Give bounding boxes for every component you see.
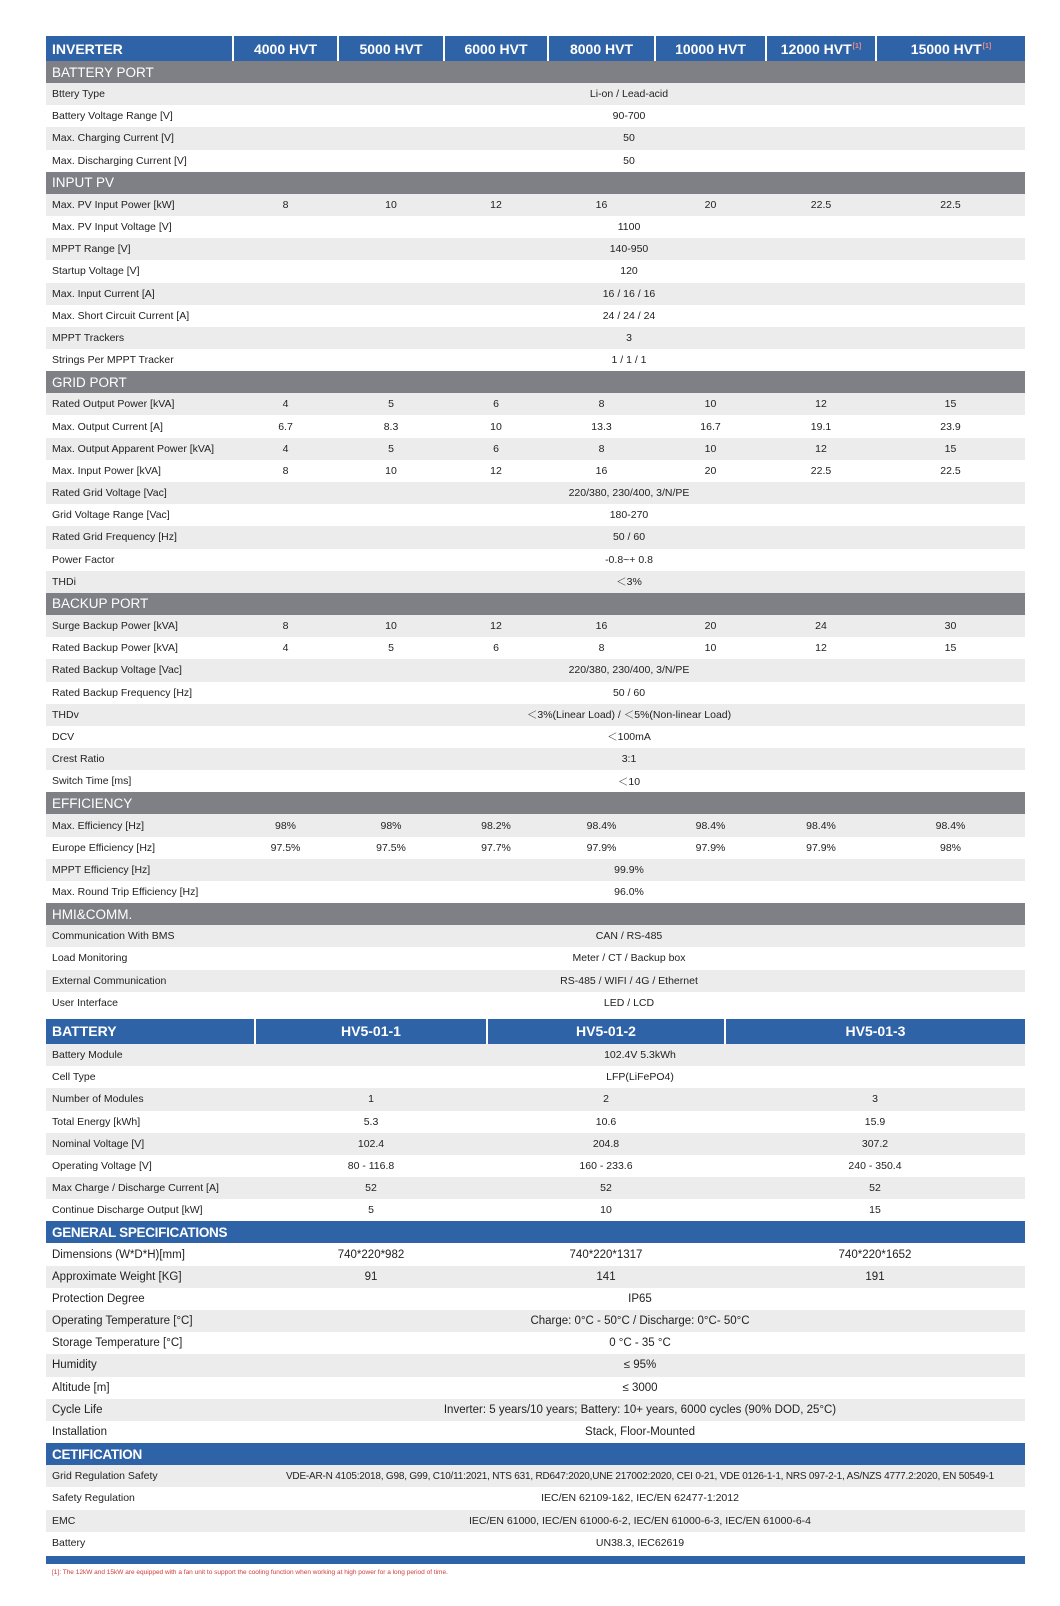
- spec-row: [46, 1310, 1025, 1332]
- model-column-header: [766, 36, 876, 61]
- spec-value-span: ＜3%: [233, 571, 1025, 593]
- model-name: 12000 HVT: [780, 40, 852, 57]
- spec-value-span: ＜100mA: [607, 731, 651, 744]
- spec-value: 8: [282, 464, 289, 477]
- spec-label: Cell Type: [52, 1071, 96, 1084]
- spec-value-span: 50: [623, 154, 635, 167]
- spec-row: [46, 526, 1025, 548]
- spec-value: 12: [490, 464, 502, 477]
- spec-value: 23.9: [940, 420, 961, 433]
- spec-value-span: 16 / 16 / 16: [233, 283, 1025, 305]
- footnote-mark: [1]: [852, 42, 862, 50]
- spec-row: [46, 238, 1025, 260]
- model-column-header: [444, 36, 548, 61]
- spec-value: 12: [766, 393, 876, 415]
- spec-value: 13.3: [591, 420, 612, 433]
- spec-row: [46, 327, 1025, 349]
- spec-value: 20: [655, 615, 766, 637]
- spec-label: Max. PV Input Voltage [V]: [52, 221, 172, 234]
- spec-value: 15.9: [864, 1115, 886, 1128]
- spec-label: Max. Output Apparent Power [kVA]: [46, 438, 233, 460]
- section-header: [46, 792, 1025, 814]
- spec-label: Protection Degree: [52, 1292, 145, 1305]
- spec-label: Rated Backup Frequency [Hz]: [52, 686, 193, 699]
- spec-value-span: LFP(LiFePO4): [606, 1071, 674, 1084]
- spec-label: Approximate Weight [KG]: [46, 1266, 255, 1288]
- spec-label: Grid Regulation Safety: [46, 1465, 255, 1487]
- battery-header-row: [46, 1019, 1025, 1044]
- spec-row: [46, 1111, 1025, 1133]
- spec-value: 98.4%: [548, 814, 655, 836]
- spec-value: 22.5: [940, 464, 961, 477]
- spec-label: Rated Grid Frequency [Hz]: [46, 526, 233, 548]
- spec-label: Max. Charging Current [V]: [46, 127, 233, 149]
- spec-value: 6.7: [278, 420, 293, 433]
- spec-value: 740*220*1317: [569, 1248, 643, 1261]
- spec-row: [46, 393, 1025, 415]
- spec-value: 191: [725, 1266, 1025, 1288]
- spec-value: 160 - 233.6: [579, 1159, 633, 1172]
- spec-label: Startup Voltage [V]: [52, 265, 140, 278]
- spec-label: Number of Modules: [46, 1088, 255, 1110]
- spec-value: 97.7%: [481, 841, 511, 854]
- spec-value: 22.5: [766, 194, 876, 216]
- spec-row: [46, 859, 1025, 881]
- spec-label: Max. Round Trip Efficiency [Hz]: [52, 886, 199, 899]
- spec-label: Max. PV Input Power [kW]: [46, 194, 233, 216]
- spec-value: 52: [725, 1177, 1025, 1199]
- spec-row: [46, 947, 1025, 969]
- spec-value: 740*220*1652: [838, 1248, 912, 1261]
- spec-value: 98.4%: [876, 814, 1025, 836]
- spec-label: Operating Temperature [°C]: [46, 1310, 255, 1332]
- spec-row: [46, 1243, 1025, 1265]
- spec-value: 5.3: [363, 1115, 379, 1128]
- spec-label: Bttery Type: [46, 83, 233, 105]
- spec-value-span: 0 °C - 35 °C: [609, 1337, 671, 1350]
- spec-row: [46, 127, 1025, 149]
- spec-label: External Communication: [46, 970, 233, 992]
- spec-label: MPPT Range [V]: [46, 238, 233, 260]
- spec-value-span: Meter / CT / Backup box: [572, 952, 686, 965]
- spec-label: Max. Efficiency [Hz]: [46, 814, 233, 836]
- section-title: EFFICIENCY: [46, 792, 1025, 814]
- spec-value: 98%: [233, 814, 338, 836]
- model-column-header: [338, 36, 444, 61]
- spec-row: [46, 349, 1025, 371]
- spec-value: 80 - 116.8: [347, 1159, 395, 1172]
- spec-value: 16: [548, 194, 655, 216]
- section-header: [46, 61, 1025, 83]
- spec-value: 20: [655, 194, 766, 216]
- spec-row: [46, 1421, 1025, 1443]
- spec-label: Total Energy [kWh]: [52, 1115, 141, 1128]
- spec-value: 16.7: [700, 420, 721, 433]
- spec-row: [46, 1377, 1025, 1399]
- spec-label: Rated Backup Voltage [Vac]: [46, 659, 233, 681]
- spec-value-span: ＜10: [617, 775, 641, 788]
- spec-label: Power Factor: [52, 553, 115, 566]
- spec-row: [46, 992, 1025, 1014]
- spec-value: 98.4%: [766, 814, 876, 836]
- spec-value: 8: [233, 194, 338, 216]
- spec-row: [46, 460, 1025, 482]
- section-title: INPUT PV: [46, 172, 1025, 194]
- spec-row: [46, 482, 1025, 504]
- spec-label: Continue Discharge Output [kW]: [52, 1204, 203, 1217]
- spec-value-span: CAN / RS-485: [233, 925, 1025, 947]
- spec-row: [46, 704, 1025, 726]
- spec-row: [46, 83, 1025, 105]
- spec-value: 30: [876, 615, 1025, 637]
- spec-value: 12: [444, 194, 548, 216]
- spec-value: 10: [600, 1204, 612, 1217]
- spec-row: [46, 216, 1025, 238]
- spec-value: 52: [255, 1177, 487, 1199]
- section-title: GRID PORT: [46, 371, 1025, 393]
- model-column-header: [548, 36, 655, 61]
- spec-value-span: ＜3%(Linear Load) / ＜5%(Non-linear Load): [233, 704, 1025, 726]
- spec-value: 10: [338, 615, 444, 637]
- spec-value: 10: [655, 393, 766, 415]
- spec-row: [46, 1044, 1025, 1066]
- spec-value: 97.9%: [806, 841, 836, 854]
- spec-label: User Interface: [52, 996, 118, 1009]
- spec-value: 4: [282, 642, 289, 655]
- spec-value: 97.5%: [270, 841, 301, 854]
- section-header: [46, 371, 1025, 393]
- model-name: 6000 HVT: [464, 40, 528, 57]
- spec-label: Battery: [52, 1536, 86, 1549]
- spec-label: Max Charge / Discharge Current [A]: [46, 1177, 255, 1199]
- spec-value: 15: [876, 438, 1025, 460]
- spec-value: 91: [255, 1266, 487, 1288]
- spec-row: [46, 150, 1025, 172]
- spec-row: [46, 1399, 1025, 1421]
- spec-value: 1: [255, 1088, 487, 1110]
- spec-label: Rated Grid Voltage [Vac]: [46, 482, 233, 504]
- spec-row: [46, 1354, 1025, 1376]
- spec-label: Altitude [m]: [52, 1381, 110, 1394]
- spec-row: [46, 283, 1025, 305]
- spec-value-span: IP65: [628, 1292, 652, 1305]
- spec-value: 15: [944, 642, 957, 655]
- section-header: [46, 1443, 1025, 1465]
- spec-value: 10: [338, 194, 444, 216]
- spec-label: Operating Voltage [V]: [52, 1159, 152, 1172]
- spec-row: [46, 1487, 1025, 1509]
- spec-row: [46, 814, 1025, 836]
- spec-value: 204.8: [487, 1133, 725, 1155]
- spec-row: [46, 837, 1025, 859]
- spec-row: [46, 1199, 1025, 1221]
- spec-label: THDv: [46, 704, 233, 726]
- spec-value: 6: [444, 438, 548, 460]
- spec-label: Switch Time [ms]: [52, 775, 132, 788]
- inverter-spec-table: [46, 36, 1025, 1014]
- spec-value: 6: [444, 393, 548, 415]
- spec-row: [46, 1177, 1025, 1199]
- spec-label: Crest Ratio: [46, 748, 233, 770]
- spec-row: [46, 881, 1025, 903]
- spec-value-span: 50 / 60: [233, 526, 1025, 548]
- spec-value: 12: [444, 615, 548, 637]
- model-name: 4000 HVT: [253, 40, 318, 57]
- section-header: [46, 172, 1025, 194]
- spec-label: Dimensions (W*D*H)[mm]: [52, 1248, 185, 1261]
- spec-row: [46, 1155, 1025, 1177]
- model-column-header: [655, 36, 766, 61]
- spec-row: [46, 105, 1025, 127]
- spec-row: [46, 637, 1025, 659]
- section-header: [46, 1221, 1025, 1243]
- spec-value: 10.6: [595, 1115, 617, 1128]
- spec-value-span: 99.9%: [233, 859, 1025, 881]
- section-title: CETIFICATION: [46, 1443, 1025, 1465]
- spec-value-span: 1100: [617, 221, 641, 234]
- spec-value: 8: [548, 438, 655, 460]
- spec-value: 240 - 350.4: [848, 1159, 902, 1172]
- spec-value-span: 1 / 1 / 1: [611, 354, 647, 367]
- spec-row: [46, 770, 1025, 792]
- spec-label: Communication With BMS: [46, 925, 233, 947]
- spec-value-span: RS-485 / WIFI / 4G / Ethernet: [233, 970, 1025, 992]
- spec-value: 97.9%: [695, 841, 726, 854]
- spec-value: 10: [655, 438, 766, 460]
- spec-value: 98.2%: [444, 814, 548, 836]
- spec-value: 16: [548, 615, 655, 637]
- spec-value-span: UN38.3, IEC62619: [595, 1536, 685, 1549]
- spec-label: DCV: [52, 730, 75, 743]
- spec-label: Battery Module: [46, 1044, 255, 1066]
- spec-value-span: VDE-AR-N 4105:2018, G98, G99, C10/11:2021, NTS 631, RD647:2020,UNE 217002:2020, CEI 0-21, VDE 0126-1-1, NRS 097-2-1, AS/NZS 4777.2:2020, EN 50549-1: [255, 1465, 1025, 1487]
- section-header: [46, 903, 1025, 925]
- spec-sheet: [46, 36, 1025, 1576]
- spec-value: 5: [388, 642, 394, 655]
- spec-value: 22.5: [810, 464, 832, 477]
- spec-value-span: 140-950: [233, 238, 1025, 260]
- spec-value: 4: [233, 393, 338, 415]
- spec-value: 12: [815, 642, 827, 655]
- spec-row: [46, 726, 1025, 748]
- spec-value: 8: [548, 393, 655, 415]
- spec-label: MPPT Efficiency [Hz]: [46, 859, 233, 881]
- spec-label: Surge Backup Power [kVA]: [46, 615, 233, 637]
- spec-row: [46, 1088, 1025, 1110]
- spec-value: 16: [595, 464, 608, 477]
- spec-label: Storage Temperature [°C]: [52, 1337, 183, 1350]
- inverter-title: [46, 36, 233, 61]
- section-title: HMI&COMM.: [46, 903, 1025, 925]
- spec-value-span: -0.8~+ 0.8: [605, 553, 653, 566]
- spec-value-span: 3: [233, 327, 1025, 349]
- spec-label: Battery Voltage Range [V]: [52, 110, 173, 123]
- spec-value: 52: [487, 1177, 725, 1199]
- spec-value-span: 50 / 60: [612, 686, 646, 699]
- spec-label: Europe Efficiency [Hz]: [52, 841, 156, 854]
- spec-label: Max. Output Current [A]: [52, 420, 163, 433]
- spec-value-span: 220/380, 230/400, 3/N/PE: [233, 659, 1025, 681]
- spec-value: 97.9%: [586, 841, 617, 854]
- spec-row: [46, 504, 1025, 526]
- spec-row: [46, 925, 1025, 947]
- spec-value: 10: [704, 642, 717, 655]
- spec-label: Rated Backup Power [kVA]: [52, 642, 178, 655]
- spec-label: Load Monitoring: [52, 952, 128, 965]
- spec-row: [46, 549, 1025, 571]
- spec-value-span: 96.0%: [614, 886, 644, 899]
- spec-label: Max. Input Power [kVA]: [52, 464, 161, 477]
- spec-value: 24: [766, 615, 876, 637]
- spec-value: 10: [490, 420, 502, 433]
- spec-value: 98.4%: [655, 814, 766, 836]
- spec-value: 8: [233, 615, 338, 637]
- spec-row: [46, 1133, 1025, 1155]
- footnote-mark: [1]: [982, 42, 992, 50]
- section-title: BATTERY PORT: [46, 61, 1025, 83]
- spec-value: 740*220*982: [337, 1248, 405, 1261]
- spec-value-span: 120: [620, 265, 638, 278]
- spec-row: [46, 305, 1025, 327]
- model-column-header: [876, 36, 1025, 61]
- spec-value: 3: [725, 1088, 1025, 1110]
- spec-value-span: LED / LCD: [603, 996, 655, 1009]
- spec-row: [46, 194, 1025, 216]
- spec-label: MPPT Trackers: [46, 327, 233, 349]
- spec-row: [46, 260, 1025, 282]
- model-name: 5000 HVT: [359, 40, 423, 57]
- spec-label: Safety Regulation: [52, 1492, 135, 1505]
- model-column-header: [233, 36, 338, 61]
- spec-value-span: Inverter: 5 years/10 years; Battery: 10+ years, 6000 cycles (90% DOD, 25°C): [255, 1399, 1025, 1421]
- spec-value: 2: [487, 1088, 725, 1110]
- spec-value-span: Charge: 0°C - 50°C / Discharge: 0°C- 50°C: [255, 1310, 1025, 1332]
- spec-row: [46, 1532, 1025, 1554]
- spec-value-span: IEC/EN 61000, IEC/EN 61000-6-2, IEC/EN 61000-6-3, IEC/EN 61000-6-4: [255, 1510, 1025, 1532]
- spec-value: 5: [368, 1204, 374, 1217]
- spec-value: 141: [487, 1266, 725, 1288]
- spec-label: Rated Output Power [kVA]: [46, 393, 233, 415]
- model-name: 8000 HVT: [569, 40, 634, 57]
- spec-row: [46, 1465, 1025, 1487]
- spec-row: [46, 970, 1025, 992]
- spec-row: [46, 1266, 1025, 1288]
- spec-value: 15: [869, 1204, 881, 1217]
- spec-value: 5: [338, 393, 444, 415]
- spec-value: 22.5: [876, 194, 1025, 216]
- spec-label: EMC: [46, 1510, 255, 1532]
- spec-value-span: 50: [233, 127, 1025, 149]
- spec-value-span: ≤ 3000: [622, 1381, 658, 1394]
- battery-model-header: HV5-01-1: [255, 1019, 487, 1044]
- spec-value: 102.4: [255, 1133, 487, 1155]
- section-title: BACKUP PORT: [46, 593, 1025, 615]
- section-title: GENERAL SPECIFICATIONS: [46, 1221, 1025, 1243]
- spec-value: 98%: [338, 814, 444, 836]
- spec-value: 307.2: [725, 1133, 1025, 1155]
- footnote: [1]: The 12kW and 15kW are equipped with a fan unit to support the cooling function when working at high power for a long period of time.: [52, 1568, 448, 1576]
- spec-value: 98%: [939, 841, 961, 854]
- battery-title: BATTERY: [46, 1019, 255, 1044]
- spec-label: Max. Discharging Current [V]: [52, 154, 187, 167]
- spec-label: Strings Per MPPT Tracker: [52, 354, 174, 367]
- spec-value-span: Stack, Floor-Mounted: [585, 1426, 695, 1439]
- spec-value-span: 24 / 24 / 24: [602, 309, 656, 322]
- spec-label: Humidity: [46, 1354, 255, 1376]
- spec-row: [46, 659, 1025, 681]
- spec-value-span: 3:1: [233, 748, 1025, 770]
- spec-row: [46, 1332, 1025, 1354]
- spec-label: Nominal Voltage [V]: [46, 1133, 255, 1155]
- spec-label: Max. Short Circuit Current [A]: [52, 309, 190, 322]
- spec-value-span: 180-270: [609, 509, 649, 522]
- spec-row: [46, 415, 1025, 437]
- spec-label: Grid Voltage Range [Vac]: [52, 509, 170, 522]
- spec-row: [46, 682, 1025, 704]
- inverter-title-text: INVERTER: [52, 40, 123, 57]
- spec-value-span: ≤ 95%: [255, 1354, 1025, 1376]
- spec-row: [46, 571, 1025, 593]
- spec-value: 12: [766, 438, 876, 460]
- spec-row: [46, 615, 1025, 637]
- spec-row: [46, 438, 1025, 460]
- model-name: 10000 HVT: [675, 40, 746, 57]
- spec-value: 4: [233, 438, 338, 460]
- spec-value-span: 102.4V 5.3kWh: [255, 1044, 1025, 1066]
- spec-row: [46, 748, 1025, 770]
- spec-value-span: 220/380, 230/400, 3/N/PE: [233, 482, 1025, 504]
- spec-value: 8.3: [383, 420, 399, 433]
- spec-value: 8: [598, 642, 605, 655]
- spec-value: 20: [704, 464, 717, 477]
- spec-value-span: 90-700: [612, 110, 646, 123]
- battery-model-header: HV5-01-2: [487, 1019, 725, 1044]
- inverter-header-row: [46, 36, 1025, 61]
- spec-row: [46, 1288, 1025, 1310]
- section-header: [46, 593, 1025, 615]
- spec-row: [46, 1066, 1025, 1088]
- spec-value: 97.5%: [376, 841, 406, 854]
- bottom-divider-bar: [46, 1556, 1025, 1564]
- spec-label: Cycle Life: [46, 1399, 255, 1421]
- spec-value-span: IEC/EN 62109-1&2, IEC/EN 62477-1:2012: [541, 1492, 739, 1505]
- spec-value: 5: [338, 438, 444, 460]
- spec-value: 15: [876, 393, 1025, 415]
- spec-value-span: Li-on / Lead-acid: [233, 83, 1025, 105]
- spec-row: [46, 1510, 1025, 1532]
- model-name: 15000 HVT: [910, 40, 982, 57]
- spec-value: 6: [493, 642, 499, 655]
- spec-value: 10: [385, 464, 397, 477]
- spec-label: THDi: [46, 571, 233, 593]
- battery-spec-table: [46, 1019, 1025, 1554]
- battery-model-header: HV5-01-3: [725, 1019, 1025, 1044]
- spec-label: Installation: [52, 1426, 107, 1439]
- spec-label: Max. Input Current [A]: [46, 283, 233, 305]
- spec-value: 19.1: [810, 420, 832, 433]
